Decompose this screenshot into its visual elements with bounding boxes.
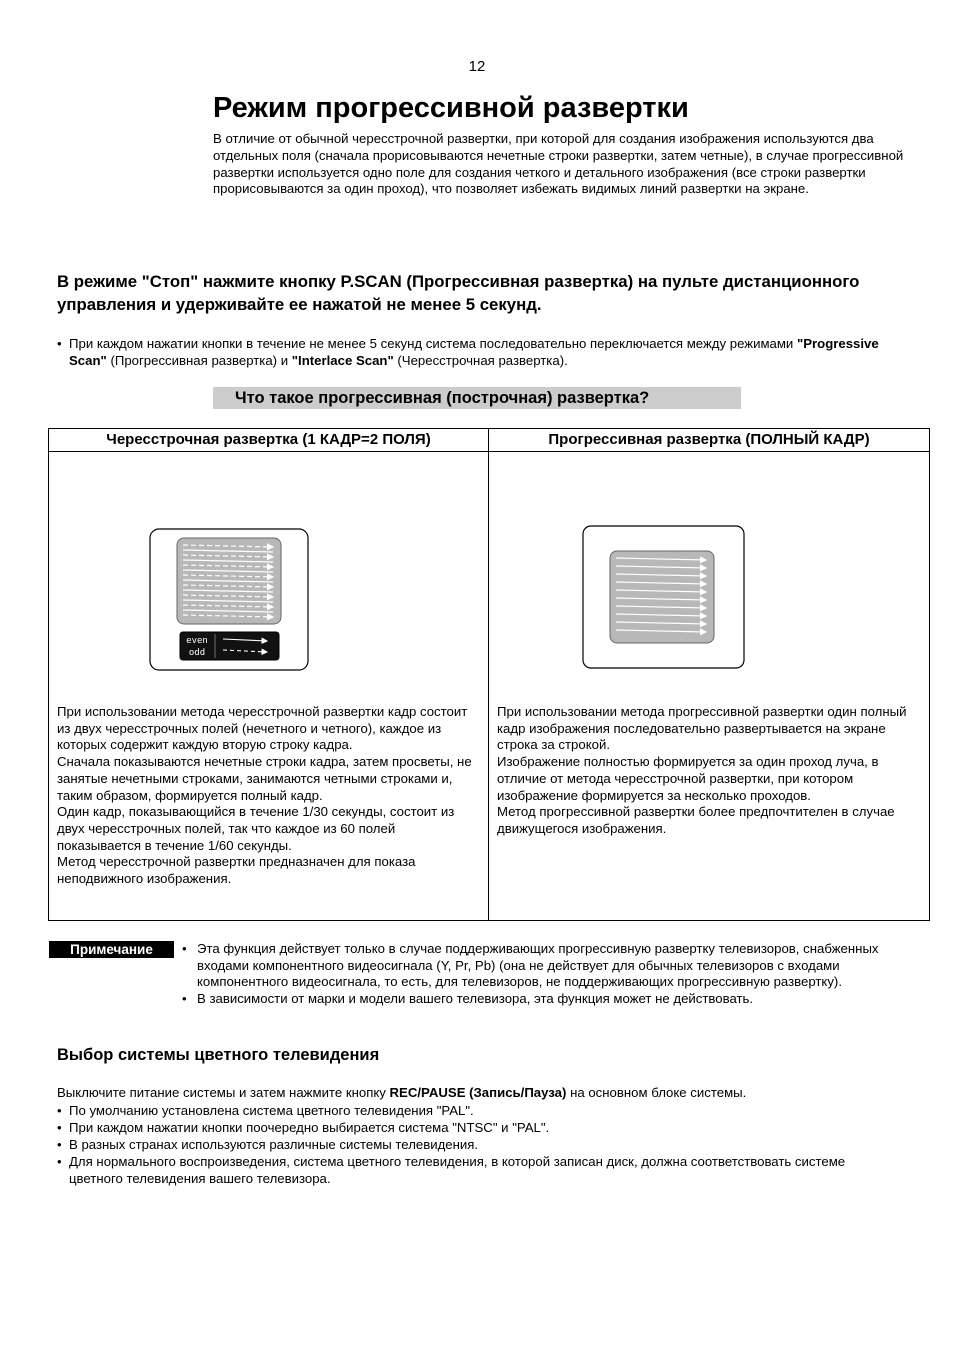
note-label: Примечание xyxy=(49,941,174,958)
list-item-text: Для нормального воспроизведения, система цветного телевидения, в которой записан диск, должна соответствовать системе цветного телевидения вашего телевизора. xyxy=(69,1154,846,1186)
note-list xyxy=(182,941,882,1008)
list-item xyxy=(57,1136,897,1153)
column-divider xyxy=(488,429,489,920)
progressive-description: При использовании метода прогрессивной развертки один полный кадр изображения последовательно развертывается на экране строка за строкой. Изображение полностью формируется за один проход луча, в отличие от метода чересстрочной развертки, при котором изображение формируется за несколько проходов. Метод прогрессивной развертки более предпочтителен в случае движущегося изображения. xyxy=(497,704,907,836)
bullet-icon: • xyxy=(182,991,187,1007)
list-item-text: В разных странах используются различные системы телевидения. xyxy=(69,1137,479,1152)
list-item-text: При каждом нажатии кнопки поочередно выбирается система "NTSC" и "PAL". xyxy=(69,1120,550,1135)
note-item-text: В зависимости от марки и модели вашего телевизора, эта функция может не действовать. xyxy=(197,991,754,1007)
odd-label: odd xyxy=(188,648,206,658)
interlaced-tv-icon xyxy=(149,528,309,671)
progressive-scan-label: "Progressive Scan" xyxy=(69,336,879,368)
mode-switch-note xyxy=(57,335,897,369)
question-text: Что такое прогрессивная (построчная) развертка? xyxy=(235,389,650,407)
progressive-tv-icon xyxy=(582,525,745,669)
question-banner xyxy=(213,387,741,409)
instruction-heading: В режиме "Стоп" нажмите кнопку P.SCAN (Прогрессивная развертка) на пульте дистанционного управления и удерживайте ее нажатой не менее 5 секунд. xyxy=(57,272,860,314)
even-label: even xyxy=(186,636,208,646)
list-item-text: По умолчанию установлена система цветного телевидения "PAL". xyxy=(69,1103,474,1118)
intro-text-part: Выключите питание системы и затем нажмите кнопку xyxy=(57,1085,390,1100)
list-item xyxy=(57,1153,897,1187)
list-item xyxy=(57,1119,897,1136)
bullet-icon: • xyxy=(182,941,187,956)
note-item xyxy=(182,941,882,991)
mode-text-part: При каждом нажатии кнопки в течение не менее 5 секунд система последовательно переключается между режимами xyxy=(69,336,797,351)
interlace-description: При использовании метода чересстрочной развертки кадр состоит из двух чересстрочных полей (нечетного и четного), каждое из которых содержит каждую вторую строку кадра. Сначала показываются нечетные строки кадра, затем просветы, не занятые нечетными строками, занимаются четными строками и, таким образом, формируется полный кадр. Один кадр, показывающийся в течение 1/30 секунды, состоит из двух чересстрочных полей, так что каждое из 60 полей показывается в течение 1/60 секунды. Метод чересстрочной развертки предназначен для показа неподвижного изображения. xyxy=(57,704,472,887)
mode-text-part: (Чересстрочная развертка). xyxy=(393,353,568,368)
color-system-list xyxy=(57,1102,897,1187)
bullet-icon: • xyxy=(57,336,62,351)
bullet-icon: • xyxy=(57,1120,62,1135)
bullet-icon: • xyxy=(57,1103,62,1118)
page-number: 12 xyxy=(468,58,486,75)
interlace-column-header: Чересстрочная развертка (1 КАДР=2 ПОЛЯ) xyxy=(106,431,431,448)
mode-text-part: (Прогрессивная развертка) и xyxy=(106,353,292,368)
comparison-table xyxy=(48,428,930,921)
intro-text-part: на основном блоке системы. xyxy=(566,1085,747,1100)
rec-pause-button-label: REC/PAUSE (Запись/Пауза) xyxy=(389,1085,567,1100)
bullet-icon: • xyxy=(57,1154,62,1169)
bullet-icon: • xyxy=(57,1137,62,1152)
page-title: Режим прогрессивной развертки xyxy=(213,92,689,124)
color-system-intro xyxy=(57,1084,897,1101)
progressive-column-header: Прогрессивная развертка (ПОЛНЫЙ КАДР) xyxy=(548,431,870,448)
note-item xyxy=(182,991,882,1008)
color-system-heading: Выбор системы цветного телевидения xyxy=(57,1046,380,1064)
interlace-scan-label: "Interlace Scan" xyxy=(291,353,394,368)
intro-paragraph: В отличие от обычной чересстрочной развертки, при которой для создания изображения используются два отдельных поля (сначала прорисовываются нечетные строки развертки, затем четные), в случае прогрессивной развертки используется одно поле для создания четкого и детального изображения (все строки развертки прорисовываются за один проход), что позволяет избежать видимых линий развертки на экране. xyxy=(213,131,904,197)
note-item-text: Эта функция действует только в случае поддерживающих прогрессивную развертку телевизоров, снабженных входами компонентного видеосигнала (Y, Pr, Pb) (она не действует для обычных телевизоров с входами компонентного видеосигнала, то есть, для телевизоров, не поддерживающих прогрессивную развертку). xyxy=(197,941,879,990)
header-divider xyxy=(49,451,929,452)
list-item xyxy=(57,1102,897,1119)
mode-switch-text xyxy=(69,335,897,369)
